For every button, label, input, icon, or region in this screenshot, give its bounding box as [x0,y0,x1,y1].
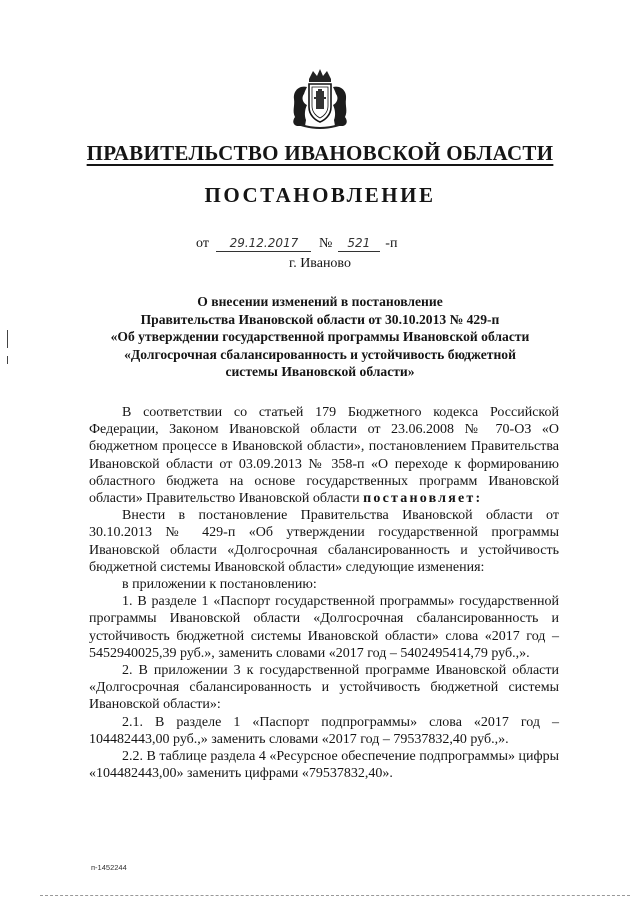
body-paragraph: 1. В разделе 1 «Паспорт государственной программы» государственной программы Ивановской области «Долгосрочная сбалансированность и устойчивость бюджетной системы Ивановской области» слова «2017 год – 5452940025,39 руб.», заменить словами «2017 год – 5402495414,79 руб.,». [89,594,559,661]
preamble-text: В соответствии со статьей 179 Бюджетного кодекса Российской Федерации, Законом Ивановской области от 23.06.2008 № 70-ОЗ «О бюджетном процессе в Ивановской области», постановлением Правительства Ивановской области от 03.09.2013 № 358-п «О переходе к формированию областного бюджета на основе государственных программ Ивановской области» Правительство Ивановской области [89,405,559,507]
handwritten-date: 29.12.2017 [216,236,311,252]
body-paragraph: 2.2. В таблице раздела 4 «Ресурсное обеспечение подпрограммы» цифры «104482443,00» заменить цифрами «79537832,40». [89,749,559,782]
date-prefix: от [196,236,209,251]
body-paragraph: 2.1. В разделе 1 «Паспорт подпрограммы» слова «2017 год – 104482443,00 руб.,» заменить словами «2017 год – 79537832,40 руб.,». [89,714,559,747]
heading-line: системы Ивановской области» [225,364,415,379]
margin-mark [7,330,8,348]
document-body [89,404,559,782]
body-paragraph: Внести в постановление Правительства Ивановской области от 30.10.2013 № 429-п «Об утверждении государственной программы Ивановской области «Долгосрочная сбалансированность и устойчивость бюджетной системы Ивановской области» следующие изменения: [89,508,559,575]
coat-of-arms-emblem [287,65,353,131]
city: г. Иваново [289,256,351,271]
government-title: ПРАВИТЕЛЬСТВО ИВАНОВСКОЙ ОБЛАСТИ [86,141,554,165]
heading-line: Правительства Ивановской области от 30.10.2013 № 429-п [140,311,500,327]
preamble-paragraph [89,404,559,507]
margin-mark [7,356,8,364]
resolves-word: постановляет: [363,491,483,507]
number-sign: № [318,236,333,251]
document-type: ПОСТАНОВЛЕНИЕ [204,183,436,207]
resolution-heading [70,293,570,381]
page-bottom-rule [40,895,630,896]
handwritten-number: 521 [338,236,380,252]
body-paragraph: 2. В приложении 3 к государственной программе Ивановской области «Долгосрочная сбалансированность и устойчивость бюджетной системы Ивановской области»: [89,663,559,713]
heading-line: «Об утверждении государственной программы Ивановской области [110,329,530,344]
heading-line: «Долгосрочная сбалансированность и устойчивость бюджетной [124,346,516,362]
body-paragraph: в приложении к постановлению: [122,577,317,593]
number-suffix: -п [385,236,398,251]
date-number-line [196,236,456,252]
document-code: п-1452244 [91,863,127,872]
heading-line: О внесении изменений в постановление [197,294,443,309]
